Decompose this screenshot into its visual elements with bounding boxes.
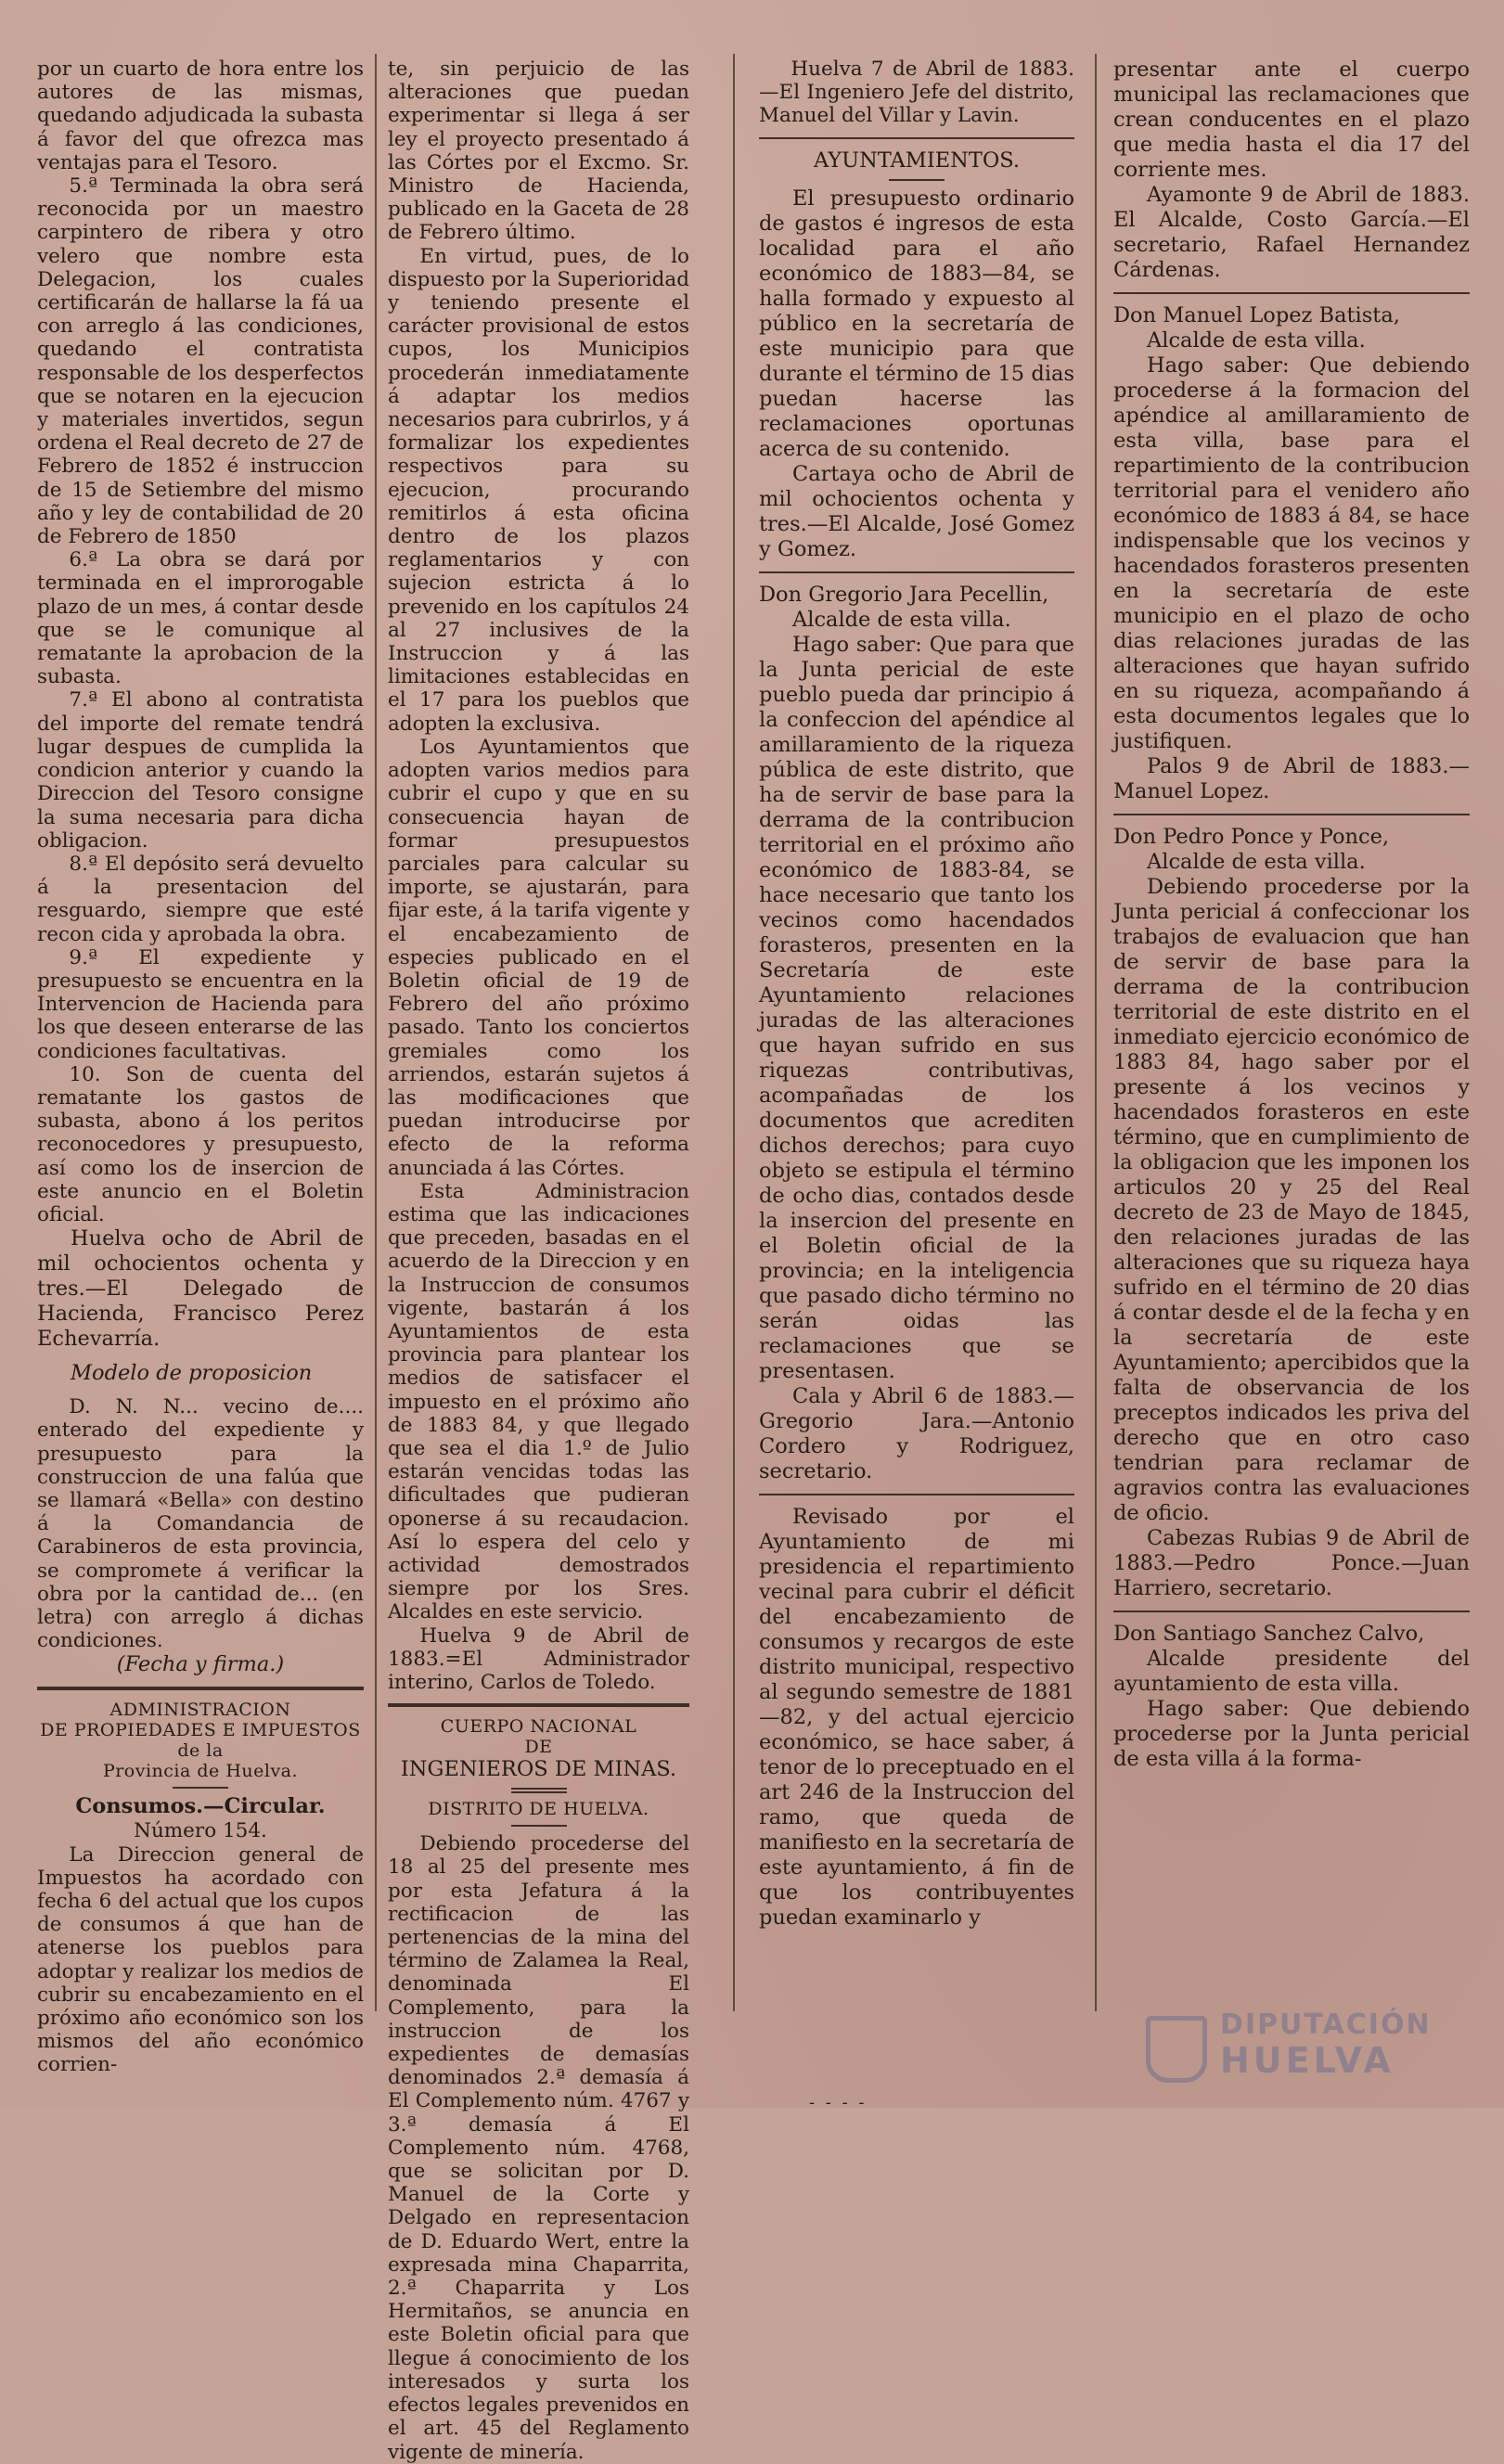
condition-8: 8.ª El depósito será devuelto á la presentacion del resguardo, siempre que esté recon cida y aprobada la obra.: [37, 852, 364, 946]
divider: [511, 1825, 567, 1827]
paragraph: Hago saber: Que para que la Junta pericial de este pueblo pueda dar principio á la confeccion del apéndice al amillaramiento de la riqueza pública de este distrito, que ha de servir de base para la derrama de la contribucion territorial en el próximo año económico de 1883-84, se hace necesario que tanto los vecinos como hacendados forasteros, presenten en la Secretaría de este Ayuntamiento relaciones juradas de las alteraciones que hayan sufrido en sus riquezas contributivas, acompañadas de los documentos que acrediten dichos derechos; para cuyo objeto se estipula el término de ocho dias, contados desde la insercion del presente en el Boletin oficial de la provincia; en la inteligencia que pasado dicho término no serán oidas las reclamaciones que se presentasen.: [759, 632, 1074, 1383]
watermark-line-2: HUELVA: [1220, 2040, 1395, 2081]
section-heading: AYUNTAMIENTOS.: [813, 148, 1021, 173]
signature-paragraph: Huelva ocho de Abril de mil ochocientos ochenta y tres.—El Delegado de Hacienda, Francisco Perez Echevarría.: [37, 1226, 364, 1352]
paragraph: te, sin perjuicio de las alteraciones que puedan experimentar si llega á ser ley el proyecto presentado á las Córtes por el Excmo. Sr. Ministro de Hacienda, publicado en la Gaceta de 28 de Febrero último.: [388, 58, 689, 245]
column-1: [37, 58, 364, 2077]
column-3: [759, 58, 1074, 2061]
section-divider: [37, 1687, 364, 1690]
circular-number: Número 154.: [134, 1819, 267, 1843]
section-divider: [759, 571, 1074, 573]
paragraph: Los Ayuntamientos que adopten varios medios para cubrir el cupo y que en su consecuencia hayan de formar presupuestos parciales para calcular su importe, se ajustarán, para fijar este, á la tarifa vigente y el encabezamiento de especies publicado en el Boletin oficial de 19 de Febrero del año próximo pasado. Tanto los conciertos gremiales como los arriendos, estarán sujetos á las modificaciones que puedan introducirse por efecto de la reforma anunciada á las Córtes.: [388, 735, 689, 1180]
paragraph: Debiendo procederse por la Junta pericial á confeccionar los trabajos de evaluacion que han de servir de base para la derrama de la contribucion territorial de este distrito en el inmediato ejercicio económico de 1883 84, hago saber por el presente á los vecinos y hacendados forasteros en este término, que en cumplimiento de la obligacion que les imponen los articulos 20 y 25 del Real decreto de 23 de Mayo de 1845, den relaciones juradas de las alteraciones que su riqueza haya sufrido en el término de 20 dias á contar desde el de la fecha y en la secretaría de este Ayuntamiento; apercibidos que la falta de observancia de los preceptos indicados les priva del derecho que en otro caso tendrian para reclamar de agravios contra las evaluaciones de oficio.: [1113, 875, 1470, 1525]
section-heading: CUERPO NACIONAL: [440, 1716, 637, 1738]
notice-role: Alcalde de esta villa.: [1147, 850, 1366, 874]
condition-6: 6.ª La obra se dará por terminada en el improrogable plazo de un mes, á contar desde que se le comunique al rematante la aprobacion de la subasta.: [37, 548, 364, 689]
column-2: [388, 58, 689, 2464]
section-heading: Modelo de proposicion: [71, 1361, 313, 1386]
column-rule: [375, 54, 377, 2011]
paragraph: El presupuesto ordinario de gastos é ingresos de esta localidad para el año económico de 1883—84, se halla formado y expuesto al público en la secretaría de este municipio para que durante el término de 15 dias puedan hacerse las reclamaciones oportunas acerca de su contenido.: [759, 186, 1074, 461]
condition-10: 10. Son de cuenta del rematante los gastos de subasta, abono á los peritos reconocedores y presupuesto, así como los de insercion de este anuncio en el Boletin oficial.: [37, 1062, 364, 1226]
archive-watermark: [1146, 2008, 1480, 2083]
section-divider: [759, 137, 1074, 139]
signature-line: (Fecha y firma.): [116, 1652, 285, 1677]
section-heading: DE: [524, 1737, 553, 1758]
signature-paragraph: Cabezas Rubias 9 de Abril de 1883.—Pedro Ponce.—Juan Harriero, secretario.: [1113, 1526, 1470, 1600]
section-heading: DE PROPIEDADES E IMPUESTOS: [40, 1720, 361, 1741]
paragraph: Hago saber: Que debiendo procederse por la Junta pericial de esta villa á la forma-: [1113, 1697, 1470, 1771]
watermark-line-1: DIPUTACIÓN: [1220, 2008, 1432, 2041]
section-heading: de la: [177, 1740, 224, 1762]
section-divider: [1113, 292, 1470, 294]
divider: [173, 1787, 228, 1789]
paragraph: presentar ante el cuerpo municipal las reclamaciones que crean conducentes en el plazo que media hasta el dia 17 del corriente mes.: [1113, 58, 1470, 182]
divider: [511, 1788, 567, 1793]
column-rule: [733, 54, 735, 2011]
paragraph: En virtud, pues, de lo dispuesto por la Superioridad y teniendo presente el carácter provisional de estos cupos, los Municipios procederán inmediatamente á adaptar los medios necesarios para cubrirlos, y á formalizar los expedientes respectivos para su ejecucion, procurando remitirlos á esta oficina dentro de los plazos reglamentarios y con sujecion estricta á lo prevenido en los capítulos 24 al 27 inclusives de la Instruccion y á las limitaciones establecidas en el 17 para los pueblos que adopten la exclusiva.: [388, 244, 689, 736]
section-heading: Provincia de Huelva.: [102, 1761, 299, 1782]
paragraph: Esta Administracion estima que las indicaciones que preceden, basadas en el acuerdo de la Direccion y en la Instruccion de consumos vigente, bastarán á los Ayuntamientos de esta provincia para plantear los medios de satisfacer el impuesto en el próximo año de 1883 84, y que llegado que sea el dia 1.º de Julio estarán vencidas todas las dificultades que pudieran oponerse á su recaudacion. Así lo espera del celo y actividad demostrados siempre por los Sres. Alcaldes en este servicio.: [388, 1179, 689, 1624]
section-heading: DISTRITO DE HUELVA.: [428, 1799, 649, 1820]
section-heading: ADMINISTRACION: [109, 1700, 291, 1721]
section-heading: INGENIEROS DE MINAS.: [400, 1757, 677, 1782]
notice-author: Don Pedro Ponce y Ponce,: [1113, 825, 1390, 849]
paragraph: Revisado por el Ayuntamiento de mi presidencia el repartimiento vecinal para cubrir el déficit del encabezamiento de consumos y recargos de este distrito municipal, respectivo al segundo semestre de 1881—82, y del actual ejercicio económico, se hace saber, á tenor de lo preceptuado en el art 246 de la Instruccion del ramo, que queda de manifiesto en la secretaría de este ayuntamiento, á fin de que los contribuyentes puedan examinarlo y: [759, 1504, 1074, 1930]
paragraph: La Direccion general de Impuestos ha acordado con fecha 6 del actual que los cupos de consumos á que han de atenerse los pueblos para adoptar y realizar los medios de cubrir su encabezamiento en el próximo año económico son los mismos del año económico corrien-: [37, 1842, 364, 2077]
divider: [889, 179, 945, 181]
section-divider: [1113, 814, 1470, 815]
page-footer-mark: - - - -: [809, 2093, 868, 2112]
notice-author: Don Gregorio Jara Pecellin,: [759, 582, 1049, 607]
paragraph: por un cuarto de hora entre los autores de las mismas, quedando adjudicada la subasta á favor del que ofrezca mas ventajas para el Tesoro.: [37, 58, 364, 174]
section-divider: [1113, 1611, 1470, 1612]
signature-paragraph: Huelva 7 de Abril de 1883.—El Ingeniero Jefe del distrito, Manuel del Villar y Lavin.: [759, 58, 1074, 128]
shield-icon: [1146, 2016, 1207, 2083]
notice-author: Don Manuel Lopez Batista,: [1113, 303, 1400, 327]
model-proposal-text: D. N. N... vecino de.... enterado del expediente y presupuesto para la construccion de una falúa que se llamará «Bella» con destino á la Comandancia de Carabineros de esta provincia, se compromete á verificar la obra por la cantidad de... (en letra) con arreglo á dichas condiciones.: [37, 1395, 364, 1653]
signature-paragraph: Cartaya ocho de Abril de mil ochocientos ochenta y tres.—El Alcalde, José Gomez y Gomez.: [759, 461, 1074, 561]
condition-7: 7.ª El abono al contratista del importe del remate tendrá lugar despues de cumplida la condicion anterior y cuando la Direccion del Tesoro consigne la suma necesaria para dicha obligacion.: [37, 688, 364, 853]
paragraph: Debiendo procederse del 18 al 25 del presente mes por esta Jefatura á la rectificacion de las pertenencias de la mina del término de Zalamea la Real, denominada El Complemento, para la instruccion de los expedientes de demasías denominados 2.ª demasía á El Complemento núm. 4767 y 3.ª demasía á El Complemento núm. 4768, que se solicitan por D. Manuel de la Corte y Delgado en representacion de D. Eduardo Wert, entre la expresada mina Chaparrita, 2.ª Chaparrita y Los Hermitaños, se anuncia en este Boletin oficial para que llegue á conocimiento de los interesados y surta los efectos legales prevenidos en el art. 45 del Reglamento vigente de minería.: [388, 1832, 689, 2464]
section-divider: [759, 1494, 1074, 1495]
signature-paragraph: Cala y Abril 6 de 1883.—Gregorio Jara.—Antonio Cordero y Rodriguez, secretario.: [759, 1383, 1074, 1483]
column-rule: [1095, 54, 1097, 2011]
circular-title: Consumos.—Circular.: [75, 1794, 326, 1819]
notice-role: Alcalde de esta villa.: [1147, 328, 1366, 353]
notice-role: Alcalde presidente del ayuntamiento de esta villa.: [1113, 1647, 1470, 1696]
notice-role: Alcalde de esta villa.: [792, 607, 1011, 632]
signature-paragraph: Palos 9 de Abril de 1883.—Manuel Lopez.: [1113, 754, 1470, 803]
notice-author: Don Santiago Sanchez Calvo,: [1113, 1622, 1425, 1646]
section-divider: [388, 1703, 689, 1707]
condition-9: 9.ª El expediente y presupuesto se encuentra en la Intervencion de Hacienda para los que deseen enterarse de las condiciones facultativas.: [37, 945, 364, 1063]
signature-paragraph: Huelva 9 de Abril de 1883.=El Administrador interino, Carlos de Toledo.: [388, 1623, 689, 1695]
paragraph: Hago saber: Que debiendo procederse á la formacion del apéndice al amillaramiento de esta villa, base para el repartimiento de la contribucion territorial para el venidero año económico de 1883 á 84, se hace indispensable que los vecinos y hacendados forasteros presenten en la secretaría de este municipio en el plazo de ocho dias relaciones juradas de las alteraciones que hayan sufrido en su riqueza, acompañando á esta documentos legales que lo justifiquen.: [1113, 353, 1470, 753]
column-4: [1113, 58, 1470, 2061]
condition-5: 5.ª Terminada la obra será reconocida por un maestro carpintero de ribera y otro velero que nombre esta Delegacion, los cuales certificarán de hallarse la fá ua con arreglo á las condiciones, quedando el contratista responsable de los desperfectos que se notaren en la ejecucion y materiales invertidos, segun ordena el Real decreto de 27 de Febrero de 1852 é instruccion de 15 de Setiembre del mismo año y ley de contabilidad de 20 de Febrero de 1850: [37, 174, 364, 549]
signature-paragraph: Ayamonte 9 de Abril de 1883. El Alcalde, Costo García.—El secretario, Rafael Hernandez Cárdenas.: [1113, 183, 1470, 282]
